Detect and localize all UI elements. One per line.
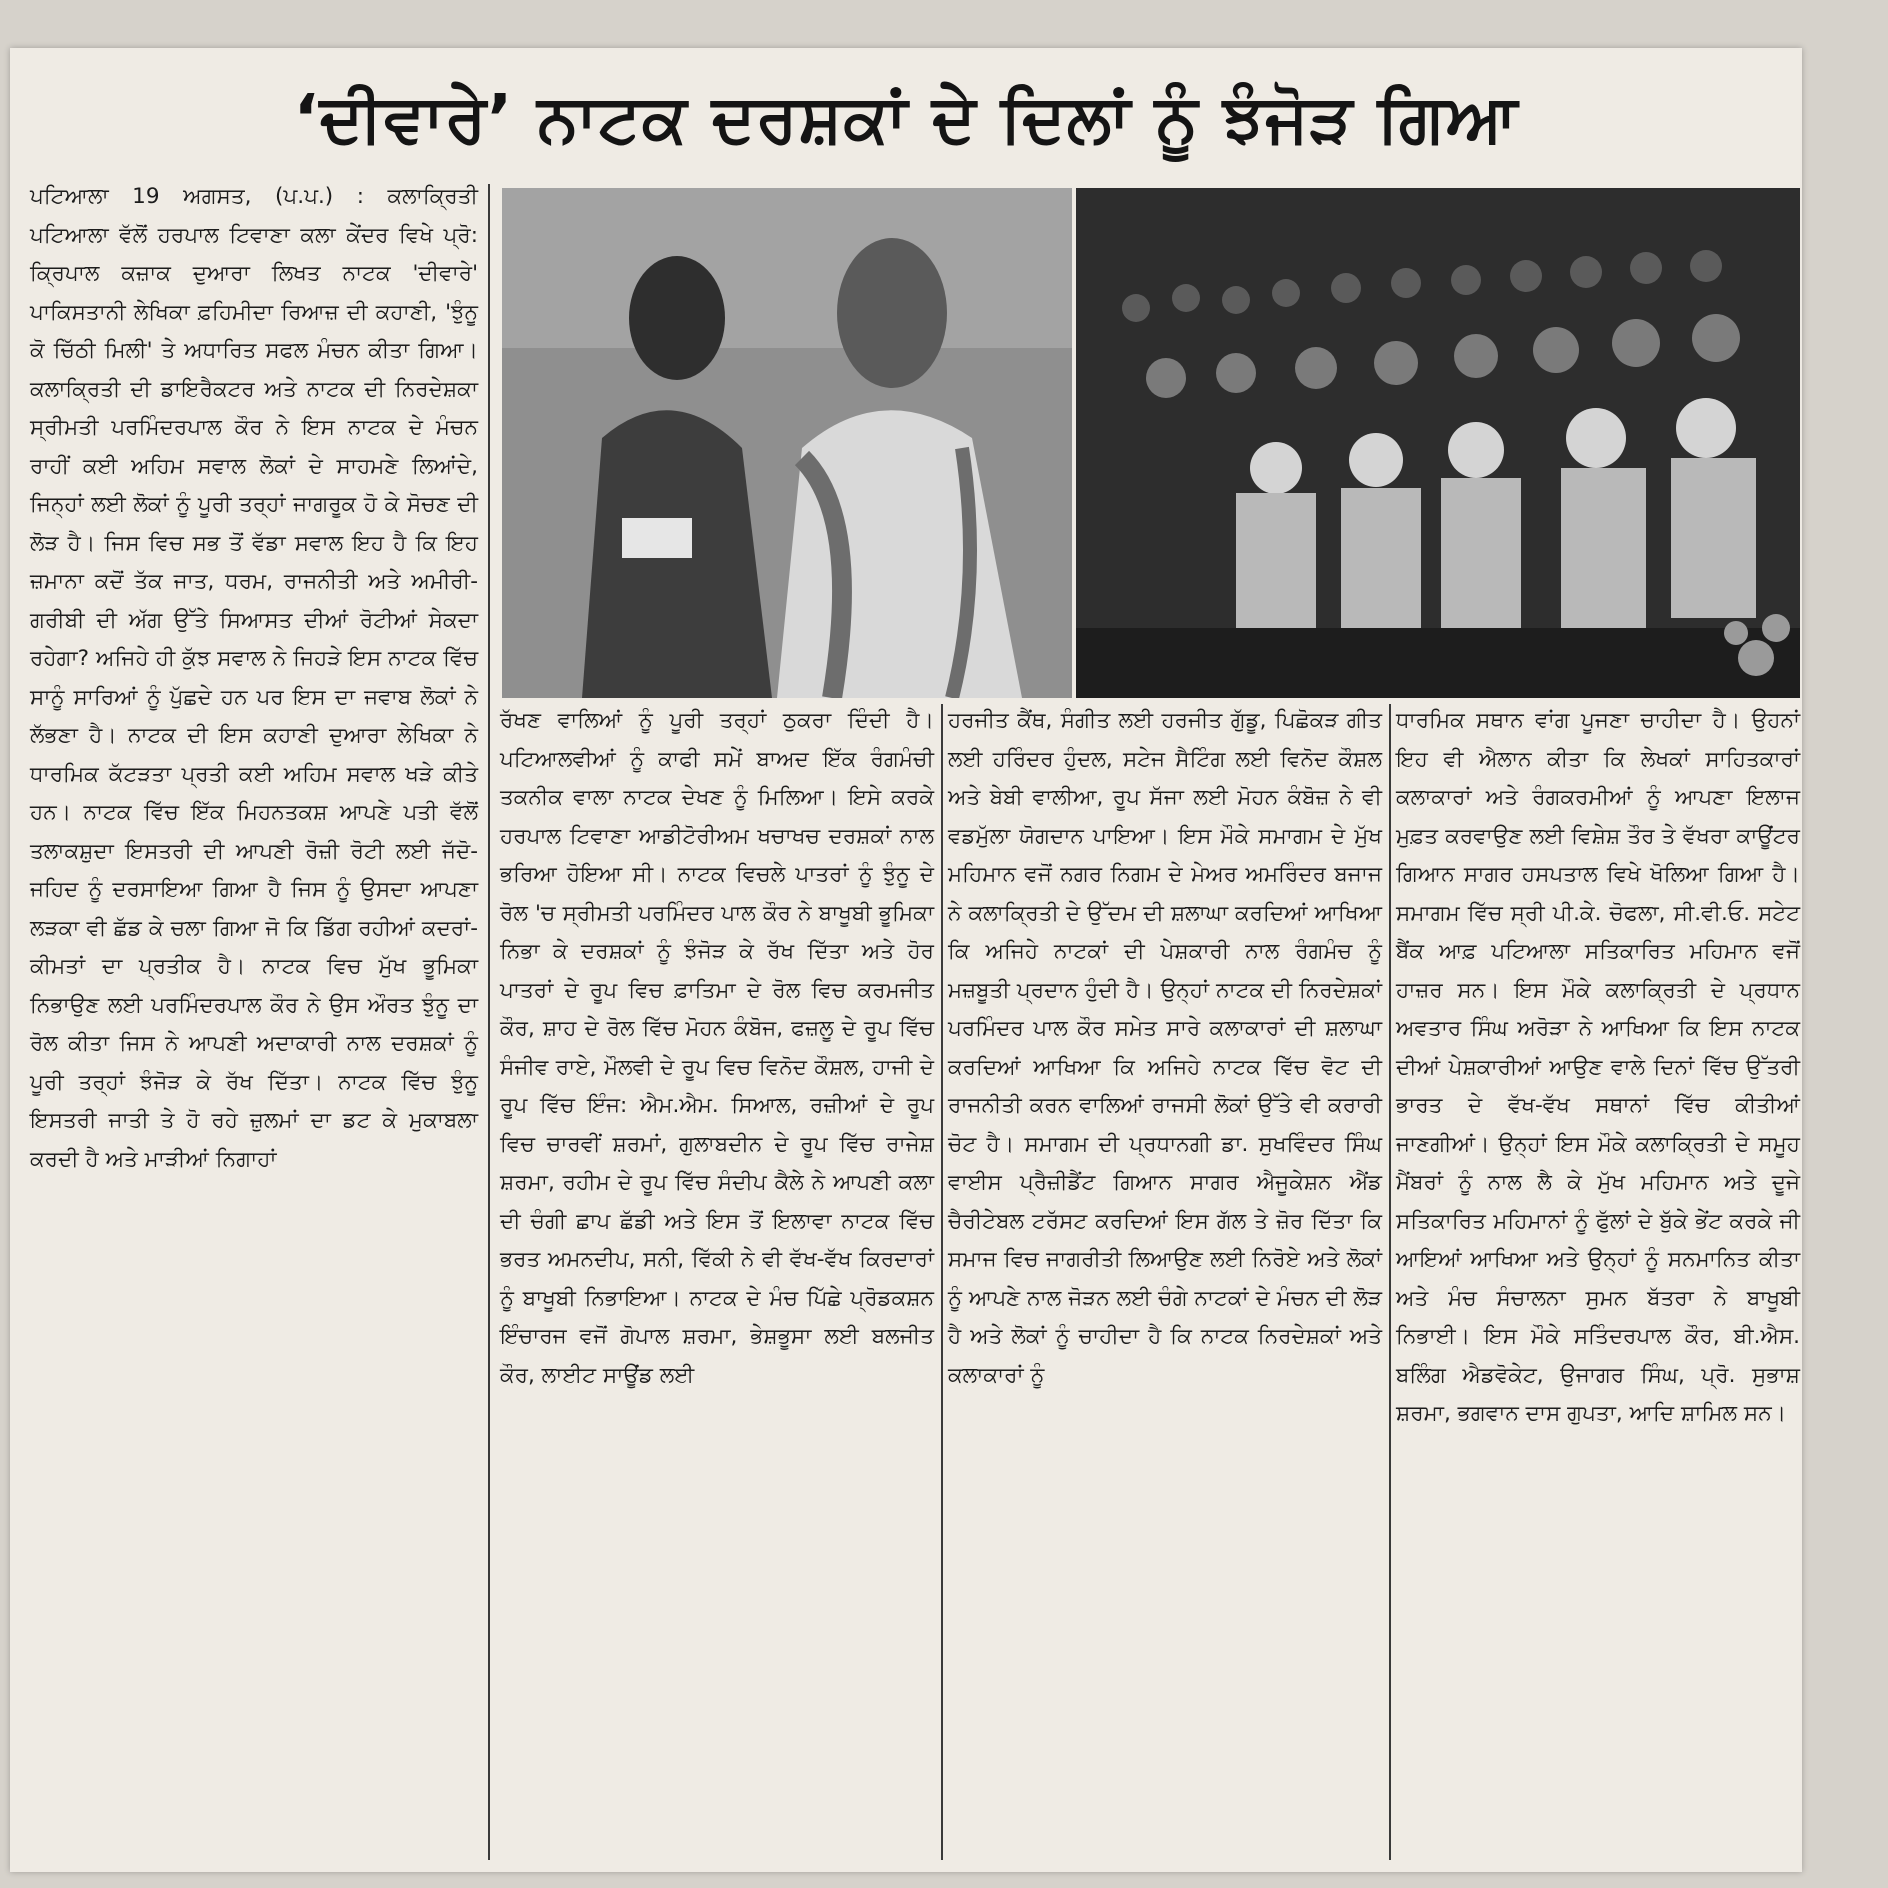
column-1-text: ਕਲਾਕ੍ਰਿਤੀ ਪਟਿਆਲਾ ਵੱਲੋਂ ਹਰਪਾਲ ਟਿਵਾਣਾ ਕਲਾ ਕੇਂਦਰ ਵਿਖੇ ਪ੍ਰੋ: ਕ੍ਰਿਪਾਲ ਕਜ਼ਾਕ ਦੁਆਰਾ ਲਿਖਤ ਨਾਟਕ 'ਦੀਵਾਰੇ' ਪਾਕਿਸਤਾਨੀ ਲੇਖਿਕਾ ਫ਼ਹਿਮੀਦਾ ਰਿਆਜ਼ ਦੀ ਕਹਾਣੀ, 'ਝੁੰਨੂ ਕੋ ਚਿੱਠੀ ਮਿਲੀ' ਤੇ ਅਧਾਰਿਤ ਸਫਲ ਮੰਚਨ ਕੀਤਾ ਗਿਆ। ਕਲਾਕ੍ਰਿਤੀ ਦੀ ਡਾਇਰੈਕਟਰ ਅਤੇ ਨਾਟਕ ਦੀ ਨਿਰਦੇਸ਼ਕਾ ਸ੍ਰੀਮਤੀ ਪਰਮਿੰਦਰਪਾਲ ਕੌਰ ਨੇ ਇਸ ਨਾਟਕ ਦੇ ਮੰਚਨ ਰਾਹੀਂ ਕਈ ਅਹਿਮ ਸਵਾਲ ਲੋਕਾਂ ਦੇ ਸਾਹਮਣੇ ਲਿਆਂਦੇ, ਜਿਨ੍ਹਾਂ ਲਈ ਲੋਕਾਂ ਨੂੰ ਪੂਰੀ ਤਰ੍ਹਾਂ ਜਾਗਰੂਕ ਹੋ ਕੇ ਸੋਚਣ ਦੀ ਲੋੜ ਹੈ। ਜਿਸ ਵਿਚ ਸਭ ਤੋਂ ਵੱਡਾ ਸਵਾਲ ਇਹ ਹੈ ਕਿ ਇਹ ਜ਼ਮਾਨਾ ਕਦੋਂ ਤੱਕ ਜਾਤ, ਧਰਮ, ਰਾਜਨੀਤੀ ਅਤੇ ਅਮੀਰੀ-ਗਰੀਬੀ ਦੀ ਅੱਗ ਉੱਤੇ ਸਿਆਸਤ ਦੀਆਂ ਰੋਟੀਆਂ ਸੇਕਦਾ ਰਹੇਗਾ? ਅਜਿਹੇ ਹੀ ਕੁੱਝ ਸਵਾਲ ਨੇ ਜਿਹੜੇ ਇਸ ਨਾਟਕ ਵਿੱਚ ਸਾਨੂੰ ਸਾਰਿਆਂ ਨੂੰ ਪੁੱਛਦੇ ਹਨ ਪਰ ਇਸ ਦਾ ਜਵਾਬ ਲੋਕਾਂ ਨੇ ਲੱਭਣਾ ਹੈ। ਨਾਟਕ ਦੀ ਇਸ ਕਹਾਣੀ ਦੁਆਰਾ ਲੇਖਿਕਾ ਨੇ ਧਾਰਮਿਕ ਕੱਟੜਤਾ ਪ੍ਰਤੀ ਕਈ ਅਹਿਮ ਸਵਾਲ ਖੜੇ ਕੀਤੇ ਹਨ। ਨਾਟਕ ਵਿੱਚ ਇੱਕ ਮਿਹਨਤਕਸ਼ ਆਪਣੇ ਪਤੀ ਵੱਲੋਂ ਤਲਾਕਸ਼ੁਦਾ ਇਸਤਰੀ ਦੀ ਆਪਣੀ ਰੋਜ਼ੀ ਰੋਟੀ ਲਈ ਜੱਦੋ-ਜਹਿਦ ਨੂੰ ਦਰਸਾਇਆ ਗਿਆ ਹੈ ਜਿਸ ਨੂੰ ਉਸਦਾ ਆਪਣਾ ਲੜਕਾ ਵੀ ਛੱਡ ਕੇ ਚਲਾ ਗਿਆ ਜੋ ਕਿ ਡਿੱਗ ਰਹੀਆਂ ਕਦਰਾਂ-ਕੀਮਤਾਂ ਦਾ ਪ੍ਰਤੀਕ ਹੈ। ਨਾਟਕ ਵਿਚ ਮੁੱਖ ਭੂਮਿਕਾ ਨਿਭਾਉਣ ਲਈ ਪਰਮਿੰਦਰਪਾਲ ਕੌਰ ਨੇ ਉਸ ਔਰਤ ਝੁੰਨੂ ਦਾ ਰੋਲ ਕੀਤਾ ਜਿਸ ਨੇ ਆਪਣੀ ਅਦਾਕਾਰੀ ਨਾਲ ਦਰਸ਼ਕਾਂ ਨੂੰ ਪੂਰੀ ਤਰ੍ਹਾਂ ਝੰਜੋੜ ਕੇ ਰੱਖ ਦਿੱਤਾ। ਨਾਟਕ ਵਿੱਚ ਝੁੰਨੂ ਇਸਤਰੀ ਜਾਤੀ ਤੇ ਹੋ ਰਹੇ ਜ਼ੁਲਮਾਂ ਦਾ ਡਟ ਕੇ ਮੁਕਾਬਲਾ ਕਰਦੀ ਹੈ ਅਤੇ ਮਾੜੀਆਂ ਨਿਗਾਹਾਂ	[30, 184, 478, 1172]
column-3-text: ਹਰਜੀਤ ਕੈਂਥ, ਸੰਗੀਤ ਲਈ ਹਰਜੀਤ ਗੁੱਡੂ, ਪਿਛੋਕੜ ਗੀਤ ਲਈ ਹਰਿੰਦਰ ਹੁੰਦਲ, ਸਟੇਜ ਸੈਟਿੰਗ ਲਈ ਵਿਨੋਦ ਕੌਸ਼ਲ ਅਤੇ ਬੇਬੀ ਵਾਲੀਆ, ਰੂਪ ਸੱਜਾ ਲਈ ਮੋਹਨ ਕੰਬੋਜ਼ ਨੇ ਵੀ ਵਡਮੁੱਲਾ ਯੋਗਦਾਨ ਪਾਇਆ। ਇਸ ਮੌਕੇ ਸਮਾਗਮ ਦੇ ਮੁੱਖ ਮਹਿਮਾਨ ਵਜੋਂ ਨਗਰ ਨਿਗਮ ਦੇ ਮੇਅਰ ਅਮਰਿੰਦਰ ਬਜਾਜ ਨੇ ਕਲਾਕ੍ਰਿਤੀ ਦੇ ਉੱਦਮ ਦੀ ਸ਼ਲਾਘਾ ਕਰਦਿਆਂ ਆਖਿਆ ਕਿ ਅਜਿਹੇ ਨਾਟਕਾਂ ਦੀ ਪੇਸ਼ਕਾਰੀ ਨਾਲ ਰੰਗਮੰਚ ਨੂੰ ਮਜ਼ਬੂਤੀ ਪ੍ਰਦਾਨ ਹੁੰਦੀ ਹੈ। ਉਨ੍ਹਾਂ ਨਾਟਕ ਦੀ ਨਿਰਦੇਸ਼ਕਾਂ ਪਰਮਿੰਦਰ ਪਾਲ ਕੌਰ ਸਮੇਤ ਸਾਰੇ ਕਲਾਕਾਰਾਂ ਦੀ ਸ਼ਲਾਘਾ ਕਰਦਿਆਂ ਆਖਿਆ ਕਿ ਅਜਿਹੇ ਨਾਟਕ ਵਿੱਚ ਵੋਟ ਦੀ ਰਾਜਨੀਤੀ ਕਰਨ ਵਾਲਿਆਂ ਰਾਜਸੀ ਲੋਕਾਂ ਉੱਤੇ ਵੀ ਕਰਾਰੀ ਚੋਟ ਹੈ। ਸਮਾਗਮ ਦੀ ਪ੍ਰਧਾਨਗੀ ਡਾ. ਸੁਖਵਿੰਦਰ ਸਿੰਘ ਵਾਈਸ ਪ੍ਰੈਜ਼ੀਡੈਂਟ ਗਿਆਨ ਸਾਗਰ ਐਜੂਕੇਸ਼ਨ ਐਂਡ ਚੈਰੀਟੇਬਲ ਟਰੱਸਟ ਕਰਦਿਆਂ ਇਸ ਗੱਲ ਤੇ ਜ਼ੋਰ ਦਿੱਤਾ ਕਿ ਸਮਾਜ ਵਿਚ ਜਾਗਰੀਤੀ ਲਿਆਉਣ ਲਈ ਨਿਰੋਏ ਅਤੇ ਲੋਕਾਂ ਨੂੰ ਆਪਣੇ ਨਾਲ ਜੋੜਨ ਲਈ ਚੰਗੇ ਨਾਟਕਾਂ ਦੇ ਮੰਚਨ ਦੀ ਲੋੜ ਹੈ ਅਤੇ ਲੋਕਾਂ ਨੂੰ ਚਾਹੀਦਾ ਹੈ ਕਿ ਨਾਟਕ ਨਿਰਦੇਸ਼ਕਾਂ ਅਤੇ ਕਲਾਕਾਰਾਂ ਨੂੰ	[948, 708, 1382, 1388]
dateline: ਪਟਿਆਲਾ 19 ਅਗਸਤ, (ਪ.ਪ.) :	[30, 184, 364, 209]
headline: ‘ਦੀਵਾਰੇ’ ਨਾਟਕ ਦਰਸ਼ਕਾਂ ਦੇ ਦਿਲਾਂ ਨੂੰ ਝੰਜੋੜ ਗਿਆ	[293, 80, 1519, 157]
audience-photo	[1076, 188, 1800, 698]
article-column-4	[1396, 702, 1800, 1862]
column-4-text: ਧਾਰਮਿਕ ਸਥਾਨ ਵਾਂਗ ਪੂਜਣਾ ਚਾਹੀਦਾ ਹੈ। ਉਹਨਾਂ ਇਹ ਵੀ ਐਲਾਨ ਕੀਤਾ ਕਿ ਲੇਖਕਾਂ ਸਾਹਿਤਕਾਰਾਂ ਕਲਾਕਾਰਾਂ ਅਤੇ ਰੰਗਕਰਮੀਆਂ ਨੂੰ ਆਪਣਾ ਇਲਾਜ ਮੁਫ਼ਤ ਕਰਵਾਉਣ ਲਈ ਵਿਸ਼ੇਸ਼ ਤੌਰ ਤੇ ਵੱਖਰਾ ਕਾਊਂਟਰ ਗਿਆਨ ਸਾਗਰ ਹਸਪਤਾਲ ਵਿਖੇ ਖੋਲਿਆ ਗਿਆ ਹੈ। ਸਮਾਗਮ ਵਿੱਚ ਸ੍ਰੀ ਪੀ.ਕੇ. ਚੋਫਲਾ, ਸੀ.ਵੀ.ਓ. ਸਟੇਟ ਬੈਂਕ ਆਫ਼ ਪਟਿਆਲਾ ਸਤਿਕਾਰਿਤ ਮਹਿਮਾਨ ਵਜੋਂ ਹਾਜ਼ਰ ਸਨ। ਇਸ ਮੌਕੇ ਕਲਾਕ੍ਰਿਤੀ ਦੇ ਪ੍ਰਧਾਨ ਅਵਤਾਰ ਸਿੰਘ ਅਰੋੜਾ ਨੇ ਆਖਿਆ ਕਿ ਇਸ ਨਾਟਕ ਦੀਆਂ ਪੇਸ਼ਕਾਰੀਆਂ ਆਉਣ ਵਾਲੇ ਦਿਨਾਂ ਵਿੱਚ ਉੱਤਰੀ ਭਾਰਤ ਦੇ ਵੱਖ-ਵੱਖ ਸਥਾਨਾਂ ਵਿੱਚ ਕੀਤੀਆਂ ਜਾਣਗੀਆਂ। ਉਨ੍ਹਾਂ ਇਸ ਮੌਕੇ ਕਲਾਕ੍ਰਿਤੀ ਦੇ ਸਮੂਹ ਮੈਂਬਰਾਂ ਨੂੰ ਨਾਲ ਲੈ ਕੇ ਮੁੱਖ ਮਹਿਮਾਨ ਅਤੇ ਦੂਜੇ ਸਤਿਕਾਰਿਤ ਮਹਿਮਾਨਾਂ ਨੂੰ ਫੁੱਲਾਂ ਦੇ ਬੁੱਕੇ ਭੇਂਟ ਕਰਕੇ ਜੀ ਆਇਆਂ ਆਖਿਆ ਅਤੇ ਉਨ੍ਹਾਂ ਨੂੰ ਸਨਮਾਨਿਤ ਕੀਤਾ ਅਤੇ ਮੰਚ ਸੰਚਾਲਨਾ ਸੁਮਨ ਬੱਤਰਾ ਨੇ ਬਾਖੂਬੀ ਨਿਭਾਈ। ਇਸ ਮੌਕੇ ਸਤਿੰਦਰਪਾਲ ਕੌਰ, ਬੀ.ਐਸ. ਬਲਿੰਗ ਐਡਵੋਕੇਟ, ਉਜਾਗਰ ਸਿੰਘ, ਪ੍ਰੋ. ਸੁਭਾਸ਼ ਸ਼ਰਮਾ, ਭਗਵਾਨ ਦਾਸ ਗੁਪਤਾ, ਆਦਿ ਸ਼ਾਮਿਲ ਸਨ।	[1396, 708, 1800, 1426]
column-rule	[488, 184, 490, 1860]
newspaper-clipping	[10, 48, 1802, 1872]
stage-performance-photo	[502, 188, 1072, 698]
article-column-1	[30, 178, 478, 1858]
column-2-text: ਰੱਖਣ ਵਾਲਿਆਂ ਨੂੰ ਪੂਰੀ ਤਰ੍ਹਾਂ ਠੁਕਰਾ ਦਿੰਦੀ ਹੈ। ਪਟਿਆਲਵੀਆਂ ਨੂੰ ਕਾਫੀ ਸਮੇਂ ਬਾਅਦ ਇੱਕ ਰੰਗਮੰਚੀ ਤਕਨੀਕ ਵਾਲਾ ਨਾਟਕ ਦੇਖਣ ਨੂੰ ਮਿਲਿਆ। ਇਸੇ ਕਰਕੇ ਹਰਪਾਲ ਟਿਵਾਣਾ ਆਡੀਟੋਰੀਅਮ ਖਚਾਖਚ ਦਰਸ਼ਕਾਂ ਨਾਲ ਭਰਿਆ ਹੋਇਆ ਸੀ। ਨਾਟਕ ਵਿਚਲੇ ਪਾਤਰਾਂ ਨੂੰ ਝੁੰਨੂ ਦੇ ਰੋਲ 'ਚ ਸ੍ਰੀਮਤੀ ਪਰਮਿੰਦਰ ਪਾਲ ਕੌਰ ਨੇ ਬਾਖੂਬੀ ਭੂਮਿਕਾ ਨਿਭਾ ਕੇ ਦਰਸ਼ਕਾਂ ਨੂੰ ਝੰਜੋੜ ਕੇ ਰੱਖ ਦਿੱਤਾ ਅਤੇ ਹੋਰ ਪਾਤਰਾਂ ਦੇ ਰੂਪ ਵਿਚ ਫ਼ਾਤਿਮਾ ਦੇ ਰੋਲ ਵਿਚ ਕਰਮਜੀਤ ਕੌਰ, ਸ਼ਾਹ ਦੇ ਰੋਲ ਵਿੱਚ ਮੋਹਨ ਕੰਬੋਜ, ਫਜ਼ਲੂ ਦੇ ਰੂਪ ਵਿੱਚ ਸੰਜੀਵ ਰਾਏ, ਮੌਲਵੀ ਦੇ ਰੂਪ ਵਿਚ ਵਿਨੋਦ ਕੌਸ਼ਲ, ਹਾਜੀ ਦੇ ਰੂਪ ਵਿੱਚ ਇੰਜ: ਐਮ.ਐਮ. ਸਿਆਲ, ਰਜ਼ੀਆਂ ਦੇ ਰੂਪ ਵਿਚ ਚਾਰਵੀਂ ਸ਼ਰਮਾਂ, ਗੁਲਾਬਦੀਨ ਦੇ ਰੂਪ ਵਿੱਚ ਰਾਜੇਸ਼ ਸ਼ਰਮਾ, ਰਹੀਮ ਦੇ ਰੂਪ ਵਿੱਚ ਸੰਦੀਪ ਕੈਲੇ ਨੇ ਆਪਣੀ ਕਲਾ ਦੀ ਚੰਗੀ ਛਾਪ ਛੱਡੀ ਅਤੇ ਇਸ ਤੋਂ ਇਲਾਵਾ ਨਾਟਕ ਵਿੱਚ ਭਰਤ ਅਮਨਦੀਪ, ਸਨੀ, ਵਿੱਕੀ ਨੇ ਵੀ ਵੱਖ-ਵੱਖ ਕਿਰਦਾਰਾਂ ਨੂੰ ਬਾਖੂਬੀ ਨਿਭਾਇਆ। ਨਾਟਕ ਦੇ ਮੰਚ ਪਿੱਛੇ ਪ੍ਰੋਡਕਸ਼ਨ ਇੰਚਾਰਜ ਵਜੋਂ ਗੋਪਾਲ ਸ਼ਰਮਾ, ਭੇਸ਼ਭੂਸਾ ਲਈ ਬਲਜੀਤ ਕੌਰ, ਲਾਈਟ ਸਾਊਂਡ ਲਈ	[500, 708, 934, 1388]
column-rule	[1389, 704, 1391, 1860]
article-column-3	[948, 702, 1382, 1862]
column-rule	[941, 704, 943, 1860]
article-column-2	[500, 702, 934, 1862]
